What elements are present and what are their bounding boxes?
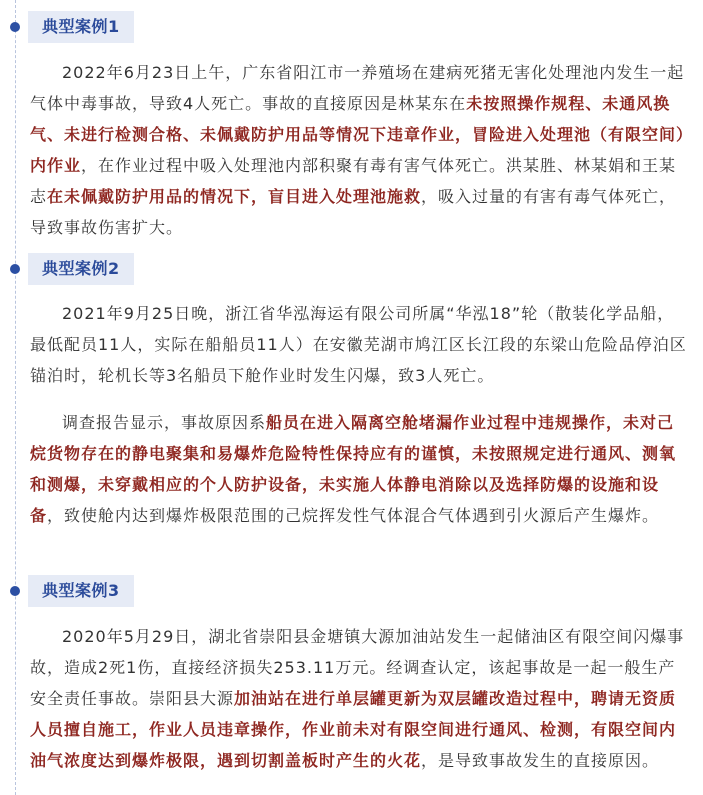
body-text: 调查报告显示，事故原因系 bbox=[62, 413, 267, 432]
body-text: 2022年6月23日上午，广东省阳江市一养殖场在建病死猪无害化处理池内发生一起气体中毒事故，导致4人死亡。事故的直接原因是林某东在 bbox=[30, 63, 685, 113]
highlighted-text: 加油站在进行单层罐更新为双层罐改造过程中，聘请无资质人员擅自施工，作业人员违章操作，作业前未对有限空间进行通风、检测，有限空间内油气浓度达到爆炸极限，遇到切割盖板时产生的火花 bbox=[30, 689, 677, 770]
timeline-dot-icon bbox=[10, 264, 20, 274]
case-paragraph bbox=[30, 407, 690, 531]
body-text: 2020年5月29日，湖北省崇阳县金塘镇大源加油站发生一起储油区有限空间闪爆事故，造成2死1伤，直接经济损失253.11万元。经调查认定，该起事故是一起一般生产安全责任事故。崇阳县大源 bbox=[30, 627, 685, 708]
timeline-dot-icon bbox=[10, 22, 20, 32]
body-text: ，在作业过程中吸入处理池内部积聚有毒有害气体死亡。洪某胜、林某娟和王某志 bbox=[30, 156, 677, 206]
highlighted-text: 在未佩戴防护用品的情况下，盲目进入处理池施救 bbox=[47, 187, 422, 206]
body-text: 2021年9月25日晚，浙江省华泓海运有限公司所属“华泓18”轮（散装化学品船，最低配员11人，实际在船船员11人）在安徽芜湖市鸠江区长江段的东梁山危险品停泊区锚泊时，轮机长等3名船员下舱作业时发生闪爆，致3人死亡。 bbox=[30, 304, 687, 385]
case-2-header bbox=[0, 253, 703, 285]
highlighted-text: 未按照操作规程、未通风换气、未进行检测合格、未佩戴防护用品等情况下违章作业，冒险进入处理池（有限空间）内作业 bbox=[30, 94, 686, 175]
body-text: ，致使舱内达到爆炸极限范围的己烷挥发性气体混合气体遇到引火源后产生爆炸。 bbox=[47, 506, 660, 525]
case-title: 典型案例2 bbox=[28, 253, 134, 285]
timeline-dot-icon bbox=[10, 586, 20, 596]
case-paragraph bbox=[30, 57, 690, 243]
case-title: 典型案例1 bbox=[28, 11, 134, 43]
timeline-line bbox=[15, 0, 16, 795]
case-title: 典型案例3 bbox=[28, 575, 134, 607]
highlighted-text: 船员在进入隔离空舱堵漏作业过程中违规操作，未对己烷货物存在的静电聚集和易爆炸危险特性保持应有的谨慎，未按照规定进行通风、测氧和测爆，未穿戴相应的个人防护设备，未实施人体静电消除以及选择防爆的设施和设备 bbox=[30, 413, 677, 525]
case-paragraph bbox=[30, 298, 690, 391]
body-text: ，是导致事故发生的直接原因。 bbox=[421, 751, 660, 770]
case-1-header bbox=[0, 11, 703, 43]
case-paragraph bbox=[30, 621, 690, 776]
case-3-header bbox=[0, 575, 703, 607]
body-text: ，吸入过量的有害有毒气体死亡，导致事故伤害扩大。 bbox=[30, 187, 677, 237]
